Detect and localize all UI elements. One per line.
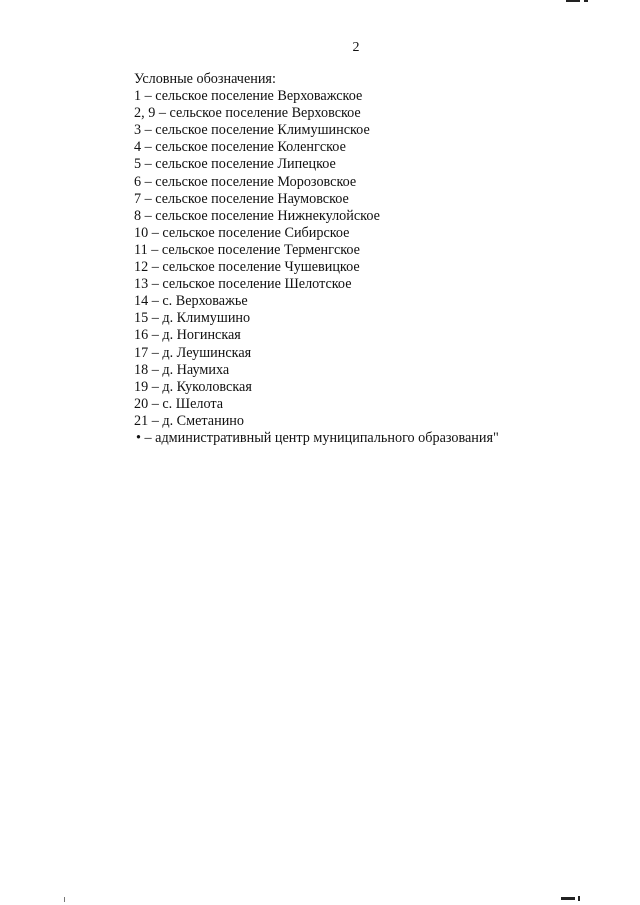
legend-item: 3 – сельское поселение Климушинское: [134, 122, 370, 139]
scan-mark-top-right-2: [584, 0, 588, 2]
legend-item: 13 – сельское поселение Шелотское: [134, 276, 352, 293]
scan-mark-bottom-right-2: [578, 896, 580, 901]
legend-item: 7 – сельское поселение Наумовское: [134, 190, 349, 207]
legend-item: 14 – с. Верховажье: [134, 293, 248, 310]
legend-item: 20 – с. Шелота: [134, 395, 224, 412]
legend-item: 8 – сельское поселение Нижнекулойское: [134, 207, 380, 224]
scan-mark-top-right: [566, 0, 580, 2]
legend-item: 21 – д. Сметанино: [134, 412, 244, 429]
legend-title: Условные обозначения:: [134, 71, 276, 87]
legend-item: 4 – сельское поселение Коленгское: [134, 139, 346, 156]
legend-item: 12 – сельское поселение Чушевицкое: [134, 259, 360, 276]
legend-item: 16 – д. Ногинская: [134, 327, 241, 344]
page-number: 2: [352, 40, 360, 55]
legend-item: 17 – д. Леушинская: [134, 344, 252, 361]
scan-mark-bottom-left: [64, 897, 65, 902]
scan-mark-bottom-right: [561, 897, 575, 900]
legend-item: 18 – д. Наумиха: [134, 361, 230, 378]
legend: [134, 71, 499, 447]
legend-item: 10 – сельское поселение Сибирское: [134, 224, 350, 241]
legend-item: 2, 9 – сельское поселение Верховское: [134, 105, 361, 122]
legend-center-note: • – административный центр муниципального образования": [136, 429, 499, 446]
legend-item: 15 – д. Климушино: [134, 310, 251, 327]
legend-item: 5 – сельское поселение Липецкое: [134, 156, 336, 173]
legend-item: 11 – сельское поселение Терменгское: [134, 241, 360, 258]
legend-item: 6 – сельское поселение Морозовское: [134, 173, 357, 190]
legend-item: 19 – д. Куколовская: [134, 378, 252, 395]
legend-item: 1 – сельское поселение Верховажское: [134, 88, 363, 105]
